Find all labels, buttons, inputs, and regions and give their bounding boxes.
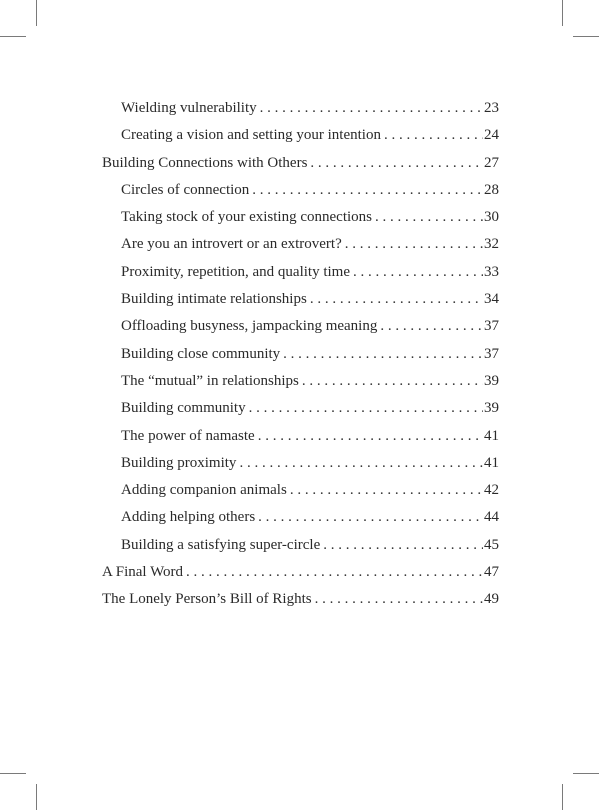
crop-mark-bottom-right-h <box>573 773 599 774</box>
toc-entry-title: Building proximity <box>121 454 237 471</box>
toc-entry-title: A Final Word <box>102 564 184 581</box>
toc-dot-leader <box>323 532 483 559</box>
toc-entry-title: Taking stock of your existing connections <box>121 209 372 226</box>
toc-dot-leader <box>249 395 483 422</box>
toc-dot-leader <box>283 341 483 368</box>
toc-dot-leader <box>384 122 483 149</box>
toc-dot-leader <box>353 259 483 286</box>
toc-dot-leader <box>258 504 483 531</box>
toc-entry-title: Adding companion animals <box>121 482 287 499</box>
toc-entry[interactable] <box>102 286 499 313</box>
toc-dot-leader <box>345 231 483 258</box>
toc-entry[interactable] <box>102 177 499 204</box>
toc-dot-leader <box>310 286 483 313</box>
toc-entry-page-number: 34 <box>484 291 499 308</box>
toc-dot-leader <box>310 150 483 177</box>
toc-entry-page-number: 32 <box>484 236 499 253</box>
toc-entry-page-number: 37 <box>484 318 499 335</box>
toc-entry-title: Are you an introvert or an extrovert? <box>121 236 342 253</box>
toc-dot-leader <box>302 368 483 395</box>
toc-dot-leader <box>380 313 483 340</box>
crop-mark-bottom-left-h <box>0 773 26 774</box>
toc-entry-title: Proximity, repetition, and quality time <box>121 263 350 280</box>
toc-entry-title: The “mutual” in relationships <box>121 372 299 389</box>
toc-entry[interactable] <box>102 450 499 477</box>
toc-entry-page-number: 33 <box>484 263 499 280</box>
toc-entry[interactable] <box>102 423 499 450</box>
toc-entry-title: The Lonely Person’s Bill of Rights <box>102 591 312 608</box>
toc-entry-page-number: 44 <box>484 509 499 526</box>
toc-entry-title: Building community <box>121 400 246 417</box>
toc-entry-title: Offloading busyness, jampacking meaning <box>121 318 378 335</box>
crop-mark-top-left <box>36 0 37 26</box>
toc-entry-page-number: 24 <box>484 127 499 144</box>
toc-entry[interactable] <box>102 313 499 340</box>
toc-dot-leader <box>239 450 483 477</box>
toc-entry[interactable] <box>102 204 499 231</box>
crop-mark-top-right <box>562 0 563 26</box>
toc-entry-title: The power of namaste <box>121 427 255 444</box>
toc-entry[interactable] <box>102 559 499 586</box>
toc-entry-page-number: 49 <box>484 591 499 608</box>
toc-dot-leader <box>260 95 483 122</box>
toc-dot-leader <box>375 204 483 231</box>
toc-entry-title: Adding helping others <box>121 509 256 526</box>
toc-entry-page-number: 28 <box>484 181 499 198</box>
toc-entry[interactable] <box>102 477 499 504</box>
toc-entry-title: Creating a vision and setting your intention <box>121 127 381 144</box>
toc-entry-page-number: 39 <box>484 372 499 389</box>
toc-entry-title: Building a satisfying super-circle <box>121 536 321 553</box>
toc-entry[interactable] <box>102 231 499 258</box>
crop-mark-top-right-h <box>573 36 599 37</box>
crop-mark-top-left-h <box>0 36 26 37</box>
toc-entry-page-number: 37 <box>484 345 499 362</box>
toc-dot-leader <box>252 177 483 204</box>
toc-entry[interactable] <box>102 122 499 149</box>
toc-entry-page-number: 47 <box>484 564 499 581</box>
crop-mark-bottom-right <box>562 784 563 810</box>
toc-entry[interactable] <box>102 150 499 177</box>
toc-entry-title: Building close community <box>121 345 281 362</box>
toc-entry[interactable] <box>102 259 499 286</box>
toc-entry[interactable] <box>102 341 499 368</box>
toc-dot-leader <box>186 559 483 586</box>
table-of-contents <box>102 95 499 614</box>
toc-entry-title: Wielding vulnerability <box>121 100 257 116</box>
toc-entry-title: Building Connections with Others <box>102 154 308 171</box>
toc-entry[interactable] <box>102 532 499 559</box>
toc-entry-page-number: 39 <box>484 400 499 417</box>
toc-entry[interactable] <box>102 368 499 395</box>
toc-entry-page-number: 41 <box>484 427 499 444</box>
toc-dot-leader <box>290 477 483 504</box>
toc-dot-leader <box>315 586 483 613</box>
toc-entry-page-number: 23 <box>484 100 499 116</box>
toc-entry-page-number: 27 <box>484 154 499 171</box>
crop-mark-bottom-left <box>36 784 37 810</box>
toc-entry[interactable] <box>102 504 499 531</box>
toc-entry[interactable] <box>102 395 499 422</box>
toc-dot-leader <box>258 423 483 450</box>
toc-entry-page-number: 30 <box>484 209 499 226</box>
toc-entry-title: Building intimate relationships <box>121 291 307 308</box>
toc-entry-page-number: 42 <box>484 482 499 499</box>
toc-entry-title: Circles of connection <box>121 181 250 198</box>
toc-entry[interactable] <box>102 95 499 122</box>
toc-entry-page-number: 41 <box>484 454 499 471</box>
toc-entry-page-number: 45 <box>484 536 499 553</box>
toc-entry[interactable] <box>102 586 499 613</box>
